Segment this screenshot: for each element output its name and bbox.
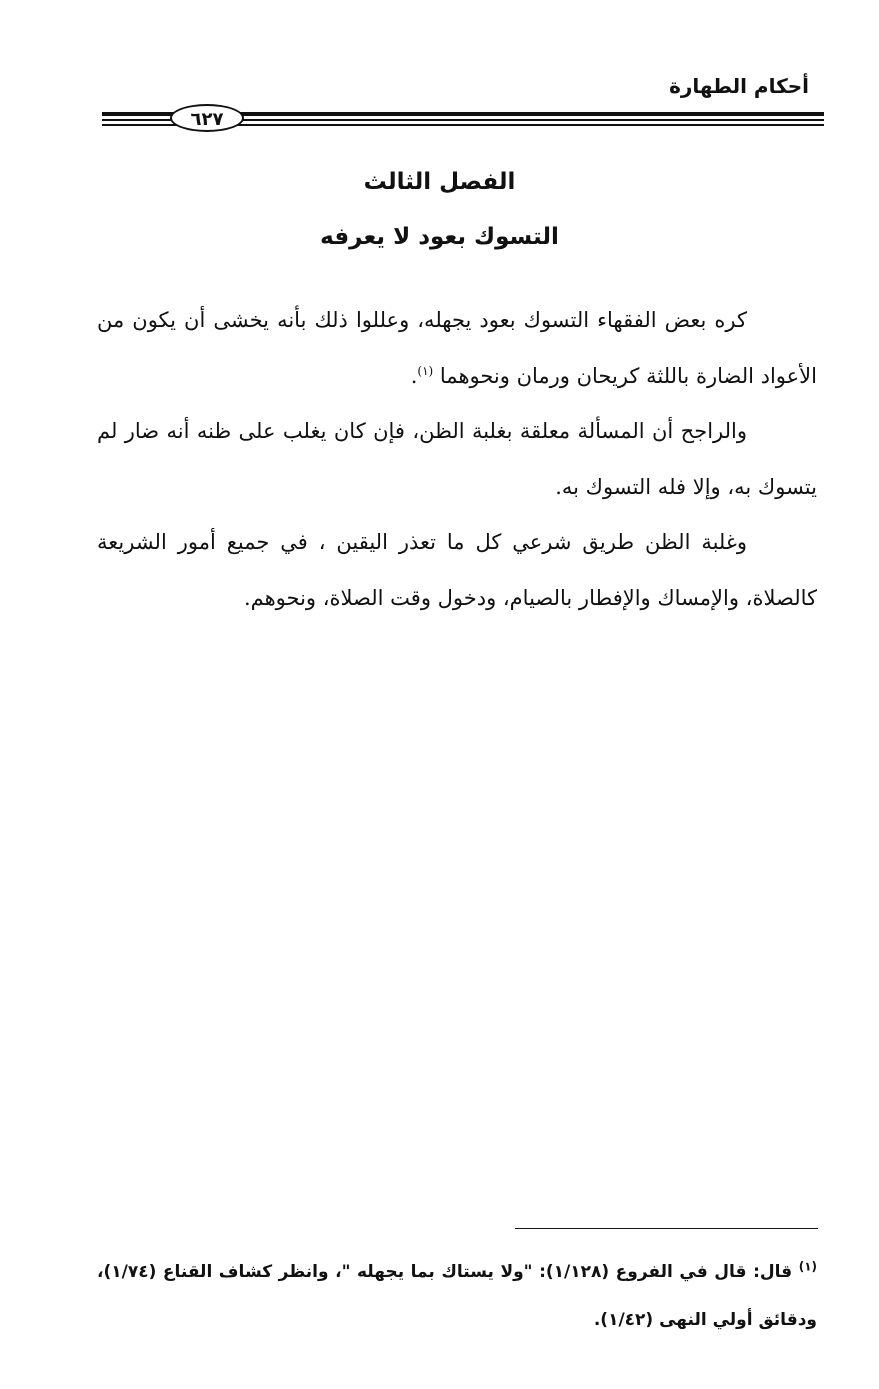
chapter-subtitle: التسوك بعود لا يعرفه <box>320 224 559 250</box>
paragraph-text: كره بعض الفقهاء التسوك بعود يجهله، وعللوا ذلك بأنه يخشى أن يكون من الأعواد الضارة باللثة كريحان ورمان ونحوهما <box>97 308 817 388</box>
paragraph-text: والراجح أن المسألة معلقة بغلبة الظن، فإن كان يغلب على ظنه أنه ضار لم يتسوك به، وإلا فله التسوك به. <box>97 419 817 499</box>
footnote-text: قال: قال في الفروع (١/١٢٨): "ولا يستاك بما يجهله "، وانظر كشاف القناع (١/٧٤)، ودقائق أولي النهى (١/٤٢). <box>97 1262 817 1330</box>
page-number: ٦٢٧ <box>170 104 244 132</box>
paragraph <box>97 292 817 404</box>
footnote-marker: (١) <box>798 1259 817 1274</box>
footnote-ref[interactable]: (١) <box>417 364 434 378</box>
running-header-title: أحكام الطهارة <box>669 74 809 98</box>
chapter-title: الفصل الثالث <box>363 169 516 195</box>
paragraph <box>97 514 817 626</box>
paragraph-text: وغلبة الظن طريق شرعي كل ما تعذر اليقين ، في جميع أمور الشريعة كالصلاة، والإمساك والإفطار بالصيام، ودخول وقت الصلاة، ونحوهم. <box>97 530 817 610</box>
paragraph-end: . <box>410 364 418 388</box>
footnote <box>97 1248 817 1344</box>
paragraph <box>97 403 817 515</box>
footnote-separator <box>515 1228 818 1229</box>
